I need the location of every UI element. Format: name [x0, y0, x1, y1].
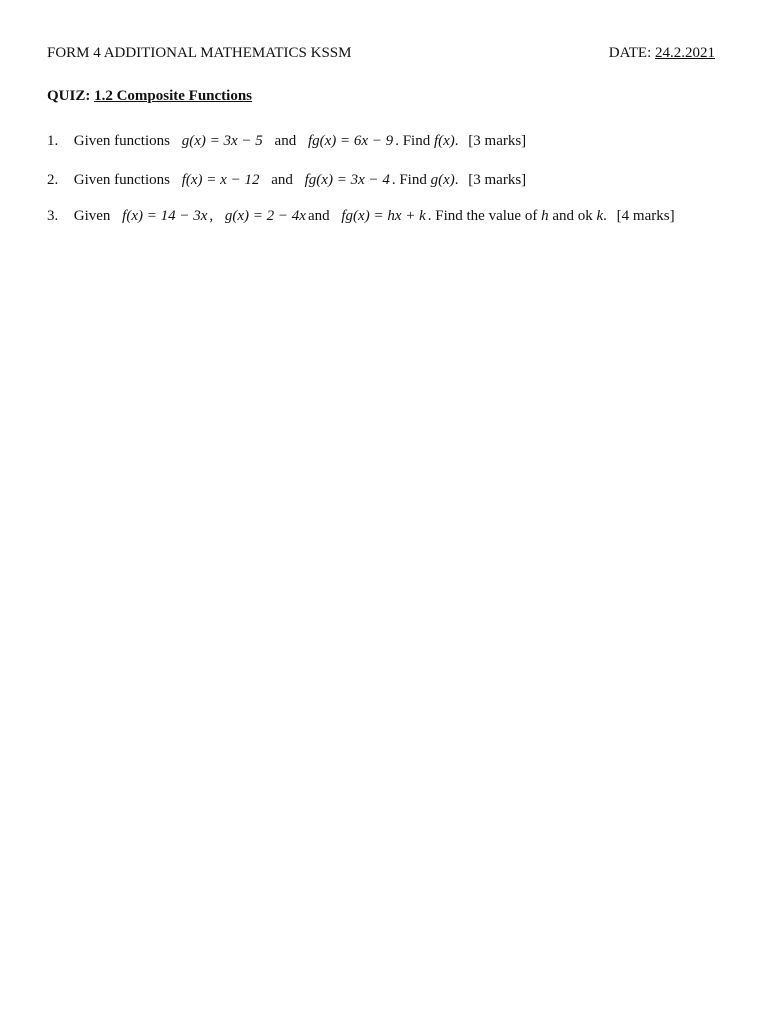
- marks: [4 marks]: [616, 208, 675, 224]
- expression-g: g(x) = 2 − 4x: [224, 208, 306, 224]
- question-number: 2.: [47, 172, 59, 188]
- question-3: [47, 207, 675, 225]
- joiner-and: and: [271, 172, 293, 188]
- task-prefix: . Find: [395, 133, 434, 149]
- task-suffix: .: [603, 208, 607, 224]
- document-header: [47, 44, 715, 62]
- question-number: 3.: [47, 208, 59, 224]
- task-function: f(x): [433, 133, 455, 149]
- joiner-and: and: [274, 133, 297, 149]
- expression-g: g(x) = 3x − 5: [181, 133, 263, 149]
- task-suffix: .: [454, 133, 459, 149]
- date-label: DATE:: [608, 45, 655, 61]
- task-mid: and ok: [548, 208, 597, 224]
- question-number: 1.: [47, 133, 59, 149]
- question-lead: Given functions: [73, 133, 170, 149]
- joiner-and: and: [307, 208, 330, 224]
- question-1: [47, 132, 526, 150]
- task-function: g(x): [430, 172, 455, 188]
- quiz-title: 1.2 Composite Functions: [94, 88, 253, 104]
- marks: [3 marks]: [468, 172, 527, 188]
- date-value: 24.2.2021: [655, 45, 715, 61]
- header-title: FORM 4 ADDITIONAL MATHEMATICS KSSM: [47, 45, 352, 61]
- question-lead: Given functions: [73, 172, 170, 188]
- header-date: [609, 44, 715, 62]
- task-suffix: .: [454, 172, 459, 188]
- question-lead: Given: [73, 208, 111, 224]
- expression-fg: fg(x) = hx + k: [341, 208, 426, 224]
- task-prefix: . Find the value of: [427, 208, 542, 224]
- question-2: [47, 171, 526, 189]
- variable-h: h: [541, 208, 549, 224]
- separator-comma: ,: [209, 208, 214, 224]
- expression-fg: fg(x) = 3x − 4: [304, 172, 390, 188]
- expression-f: f(x) = 14 − 3x: [122, 208, 208, 224]
- expression-fg: fg(x) = 6x − 9: [307, 133, 394, 149]
- expression-f: f(x) = x − 12: [181, 172, 260, 188]
- variable-k: k: [596, 208, 604, 224]
- quiz-title-line: [47, 87, 252, 105]
- marks: [3 marks]: [468, 133, 527, 149]
- task-prefix: . Find: [391, 172, 431, 188]
- quiz-label: QUIZ:: [47, 88, 95, 104]
